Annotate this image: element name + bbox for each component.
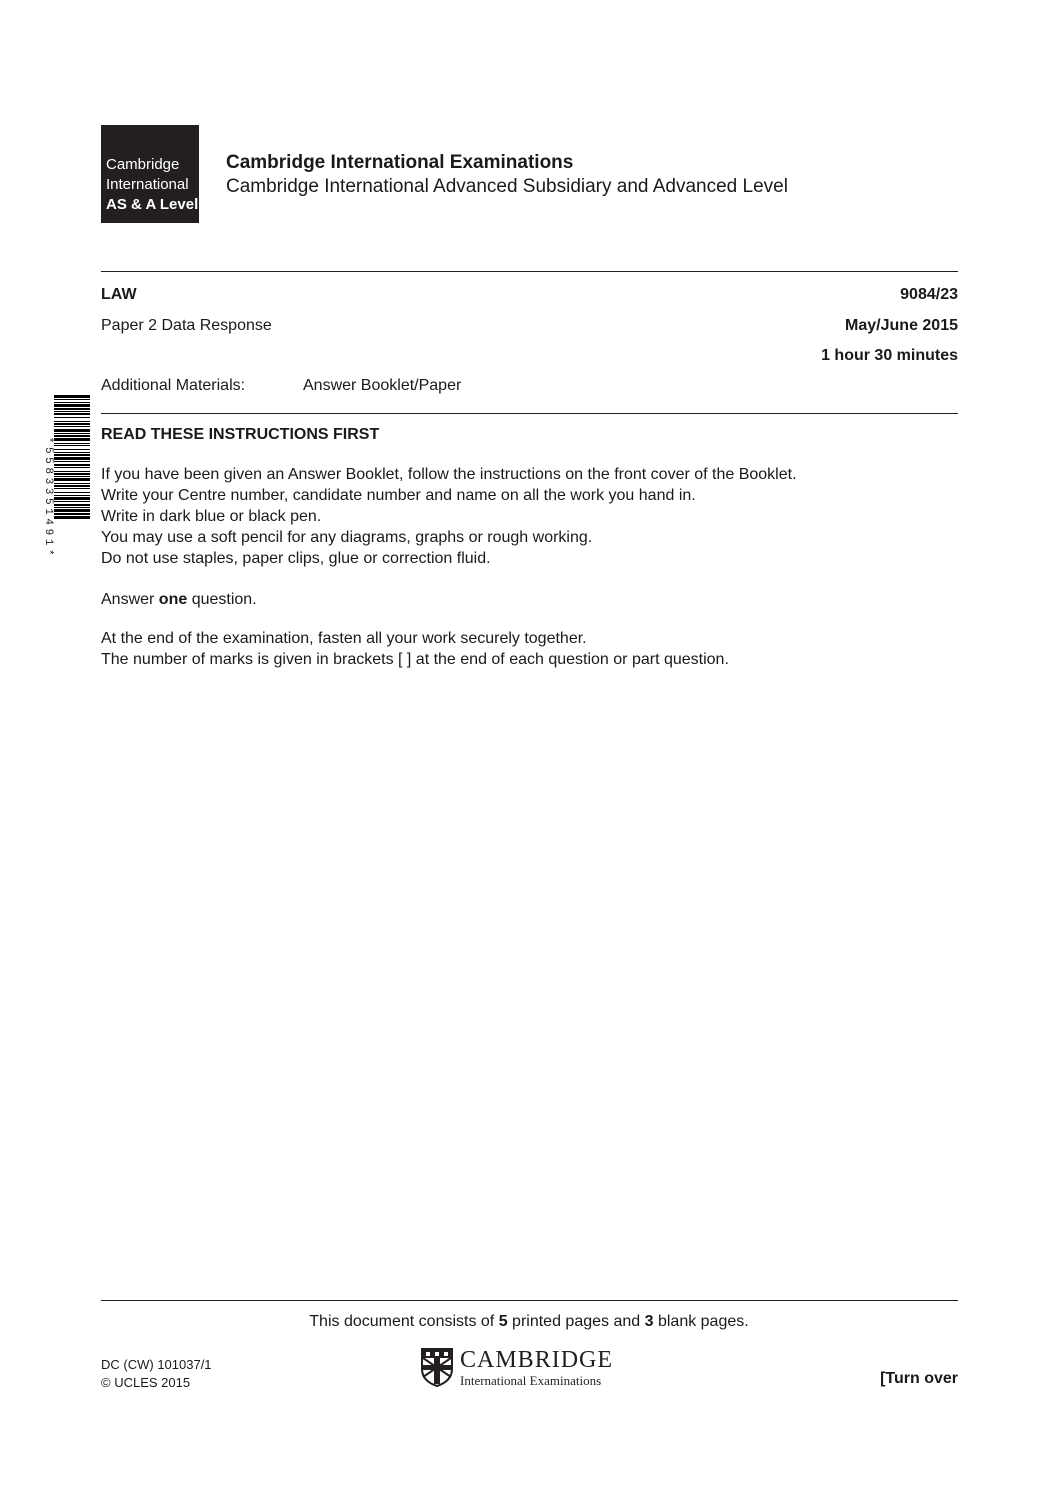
materials-value: Answer Booklet/Paper (303, 377, 462, 394)
logo-line-1: Cambridge (106, 156, 180, 173)
logo-line-2: International (106, 176, 189, 193)
cambridge-as-a-level-logo (101, 125, 199, 223)
paper-name: Paper 2 Data Response (101, 317, 272, 334)
turn-over-label: [Turn over (880, 1370, 958, 1387)
answer-pre: Answer (101, 591, 159, 608)
document-code: DC (CW) 101037/1 (101, 1357, 212, 1372)
barcode (36, 395, 90, 601)
printed-pages-count: 5 (498, 1313, 508, 1330)
cambridge-crest-icon (420, 1347, 454, 1387)
cambridge-logo (420, 1347, 630, 1389)
cambridge-subtitle: International Examinations (460, 1373, 602, 1388)
instructions-heading: READ THESE INSTRUCTIONS FIRST (101, 426, 380, 443)
barcode-text: *5583351491* (42, 436, 54, 560)
blank-pages-count: 3 (644, 1313, 654, 1330)
end-instruction-2: The number of marks is given in brackets [ ] at the end of each question or part question. (101, 651, 729, 668)
end-instruction-1: At the end of the examination, fasten all your work securely together. (101, 630, 587, 647)
subject-title: LAW (101, 286, 137, 303)
answer-instruction (101, 591, 257, 609)
instruction-line-5: Do not use staples, paper clips, glue or correction fluid. (101, 550, 491, 567)
header-divider (101, 271, 958, 272)
answer-count: one (158, 591, 188, 608)
logo-line-3: AS & A Level (106, 196, 199, 213)
paper-code: 9084/23 (900, 286, 958, 303)
exam-duration: 1 hour 30 minutes (821, 347, 958, 364)
exam-level: Cambridge International Advanced Subsidiary and Advanced Level (226, 176, 788, 197)
answer-post: question. (187, 591, 257, 608)
instruction-line-1: If you have been given an Answer Booklet, follow the instructions on the front cover of the Booklet. (101, 466, 797, 483)
page-count-mid: printed pages and (507, 1313, 645, 1330)
instructions-divider (101, 413, 958, 414)
exam-session: May/June 2015 (845, 317, 958, 334)
footer-divider (101, 1300, 958, 1301)
instruction-line-3: Write in dark blue or black pen. (101, 508, 322, 525)
instruction-line-2: Write your Centre number, candidate number and name on all the work you hand in. (101, 487, 696, 504)
materials-label: Additional Materials: (101, 377, 246, 394)
instruction-line-4: You may use a soft pencil for any diagrams, graphs or rough working. (101, 529, 593, 546)
page-count-pre: This document consists of (309, 1313, 499, 1330)
copyright: © UCLES 2015 (101, 1375, 191, 1390)
page-count-post: blank pages. (653, 1313, 749, 1330)
cambridge-wordmark: CAMBRIDGE (460, 1347, 614, 1373)
exam-board-name: Cambridge International Examinations (226, 152, 574, 173)
page-count-statement (0, 1313, 1058, 1331)
